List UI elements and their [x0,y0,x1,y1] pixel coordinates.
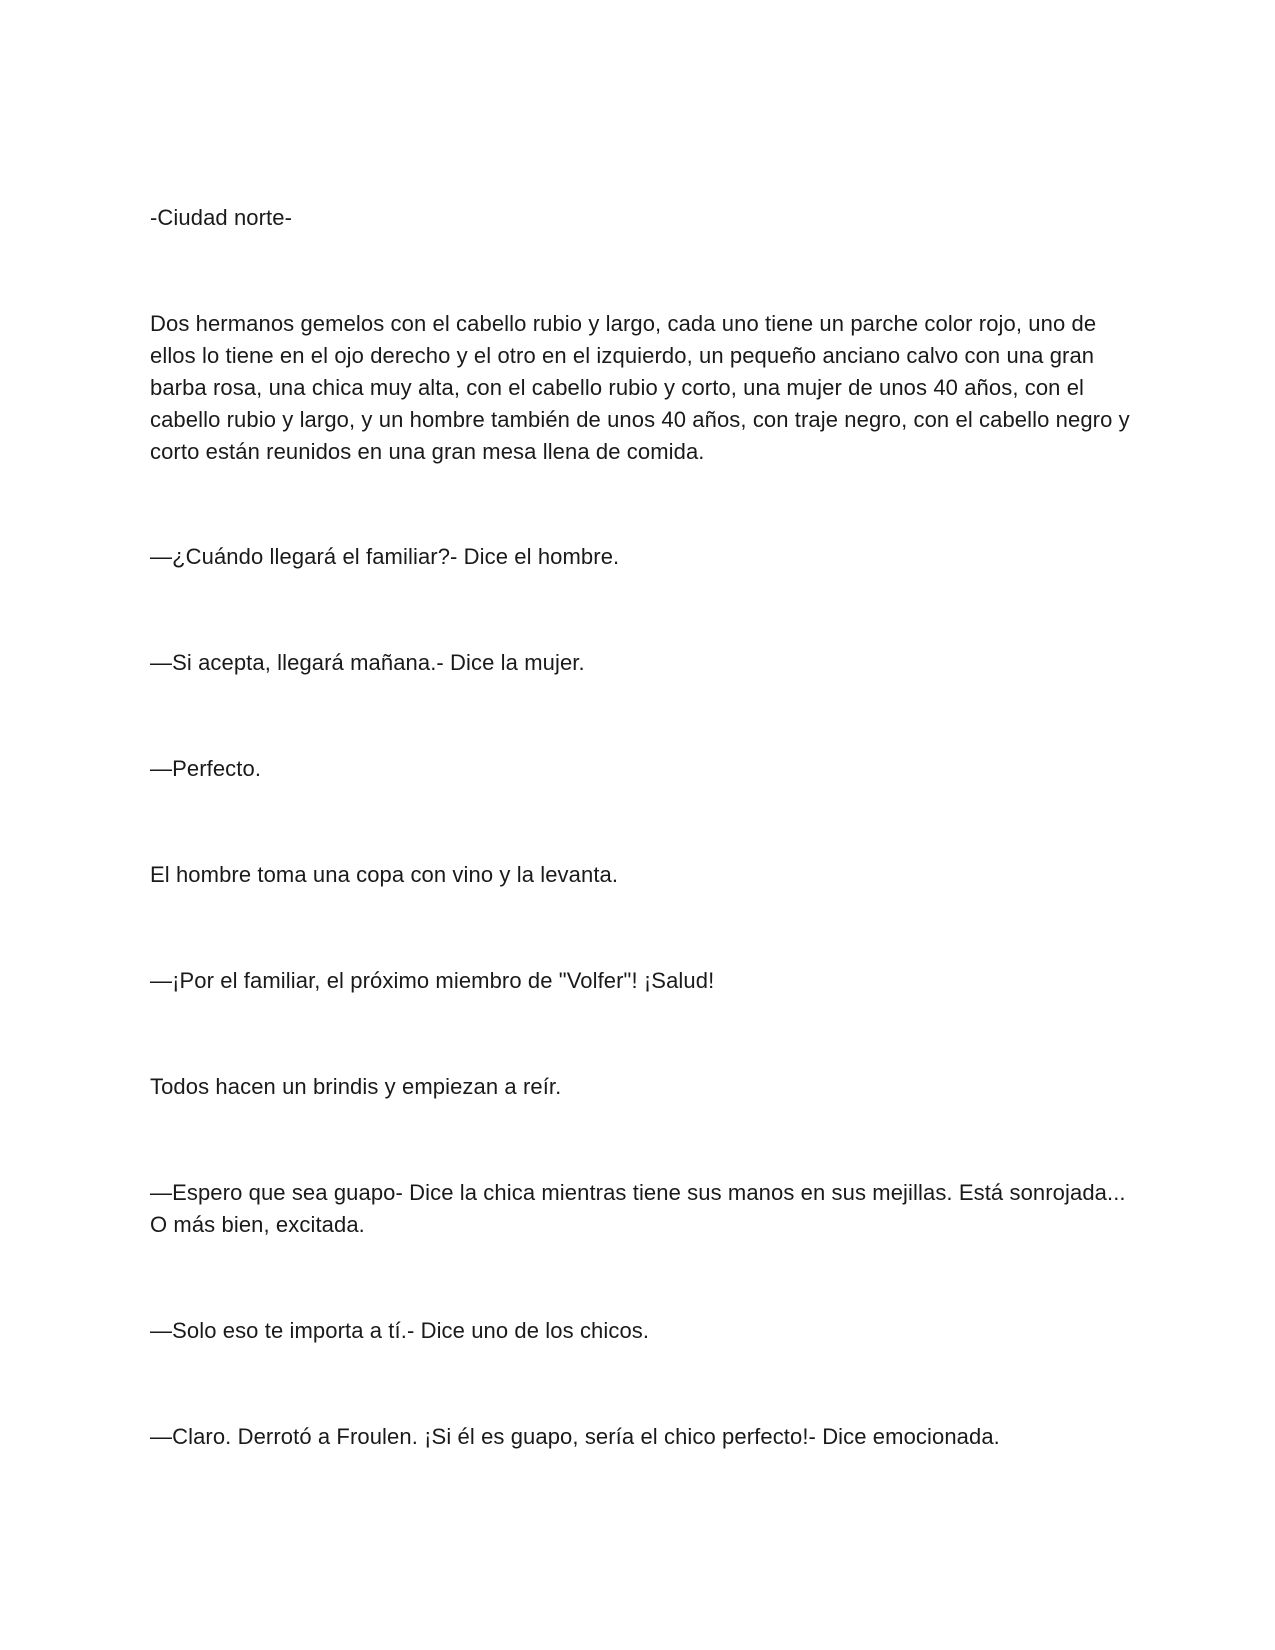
narrative-paragraph: Todos hacen un brindis y empiezan a reír. [150,1074,562,1099]
section-heading: -Ciudad norte- [150,205,293,230]
dialogue-line: —Perfecto. [150,756,262,781]
dialogue-line: —¡Por el familiar, el próximo miembro de "Volfer"! ¡Salud! [150,968,715,993]
dialogue-line: —Espero que sea guapo- Dice la chica mientras tiene sus manos en sus mejillas. Está sonrojada... O más bien, excitada. [150,1180,1126,1237]
dialogue-line: —¿Cuándo llegará el familiar?- Dice el hombre. [150,544,620,569]
narrative-paragraph: Dos hermanos gemelos con el cabello rubio y largo, cada uno tiene un parche color rojo, uno de ellos lo tiene en el ojo derecho y el otro en el izquierdo, un pequeño anciano calvo con una gran barba rosa, una chica muy alta, con el cabello rubio y corto, una mujer de unos 40 años, con el cabello rubio y largo, y un hombre también de unos 40 años, con traje negro, con el cabello negro y corto están reunidos en una gran mesa llena de comida. [150,311,1130,464]
narrative-paragraph: El hombre toma una copa con vino y la levanta. [150,862,619,887]
dialogue-line: —Solo eso te importa a tí.- Dice uno de los chicos. [150,1318,650,1343]
dialogue-line: —Claro. Derrotó a Froulen. ¡Si él es guapo, sería el chico perfecto!- Dice emocionada. [150,1424,1000,1449]
dialogue-line: —Si acepta, llegará mañana.- Dice la mujer. [150,650,585,675]
